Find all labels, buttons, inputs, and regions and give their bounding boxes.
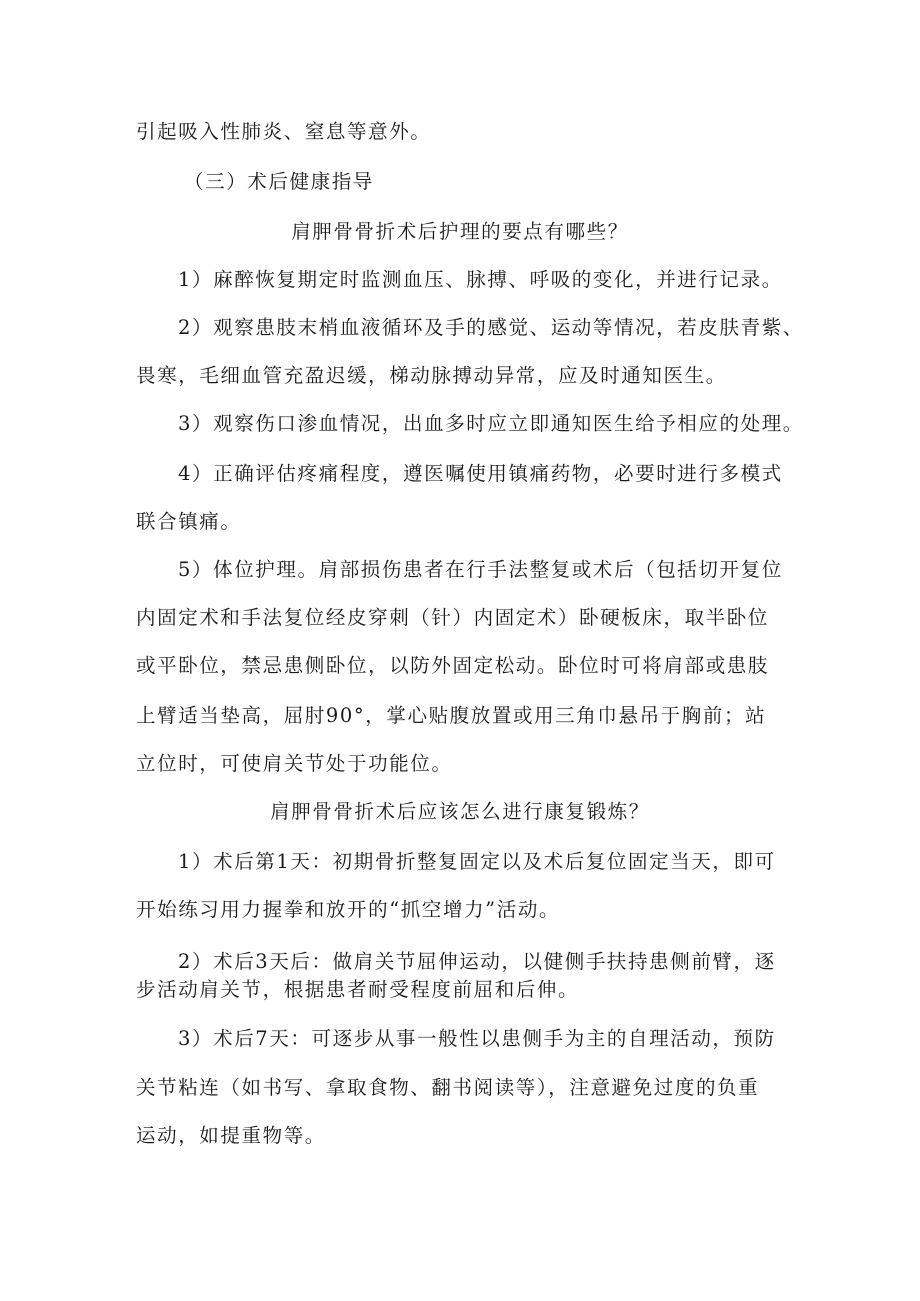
exercise-item-2: 2）术后3天后：做肩关节屈伸运动，以健侧手扶持患侧前臂，逐: [178, 950, 776, 973]
question-heading: 肩胛骨骨折术后应该怎么进行康复锻炼？: [270, 800, 650, 823]
question-heading: 肩胛骨骨折术后护理的要点有哪些？: [291, 220, 629, 243]
list-item-5-continued: 立位时，可使肩关节处于功能位。: [136, 752, 453, 775]
exercise-item-3-continued: 运动，如提重物等。: [136, 1124, 326, 1147]
exercise-item-1-continued: 开始练习用力握拳和放开的“抓空增力”活动。: [136, 898, 561, 921]
list-item-1: 1）麻醉恢复期定时监测血压、脉搏、呼吸的变化，并进行记录。: [178, 268, 783, 291]
exercise-item-3: 3）术后7天：可逐步从事一般性以患侧手为主的自理活动，预防: [178, 1027, 776, 1050]
list-item-4-continued: 联合镇痛。: [136, 510, 242, 533]
section-heading: （三）术后健康指导: [184, 170, 374, 193]
list-item-5-continued: 内固定术和手法复位经皮穿刺（针）内固定术）卧硬板床，取半卧位: [136, 606, 770, 629]
list-item-5-continued: 或平卧位，禁忌患侧卧位，以防外固定松动。卧位时可将肩部或患肢: [136, 654, 770, 677]
list-item-3: 3）观察伤口渗血情况，出血多时应立即通知医生给予相应的处理。: [178, 412, 804, 435]
list-item-5-continued: 上臂适当垫高，屈肘90°，掌心贴腹放置或用三角巾悬吊于胸前；站: [136, 704, 767, 727]
list-item-2: 2）观察患肢末梢血液循环及手的感觉、运动等情况，若皮肤青紫、: [178, 316, 804, 339]
exercise-item-2-continued: 步活动肩关节，根据患者耐受程度前屈和后伸。: [136, 978, 580, 1001]
exercise-item-1: 1）术后第1天：初期骨折整复固定以及术后复位固定当天，即可: [178, 850, 776, 873]
list-item-2-continued: 畏寒，毛细血管充盈迟缓，梯动脉搏动异常，应及时通知医生。: [136, 364, 727, 387]
list-item-5: 5）体位护理。肩部损伤患者在行手法整复或术后（包括切开复位: [178, 558, 783, 581]
exercise-item-3-continued: 关节粘连（如书写、拿取食物、翻书阅读等），注意避免过度的负重: [136, 1076, 760, 1099]
list-item-4: 4）正确评估疼痛程度，遵医嘱使用镇痛药物，必要时进行多模式: [178, 462, 783, 485]
body-text-line: 引起吸入性肺炎、窒息等意外。: [136, 120, 432, 143]
